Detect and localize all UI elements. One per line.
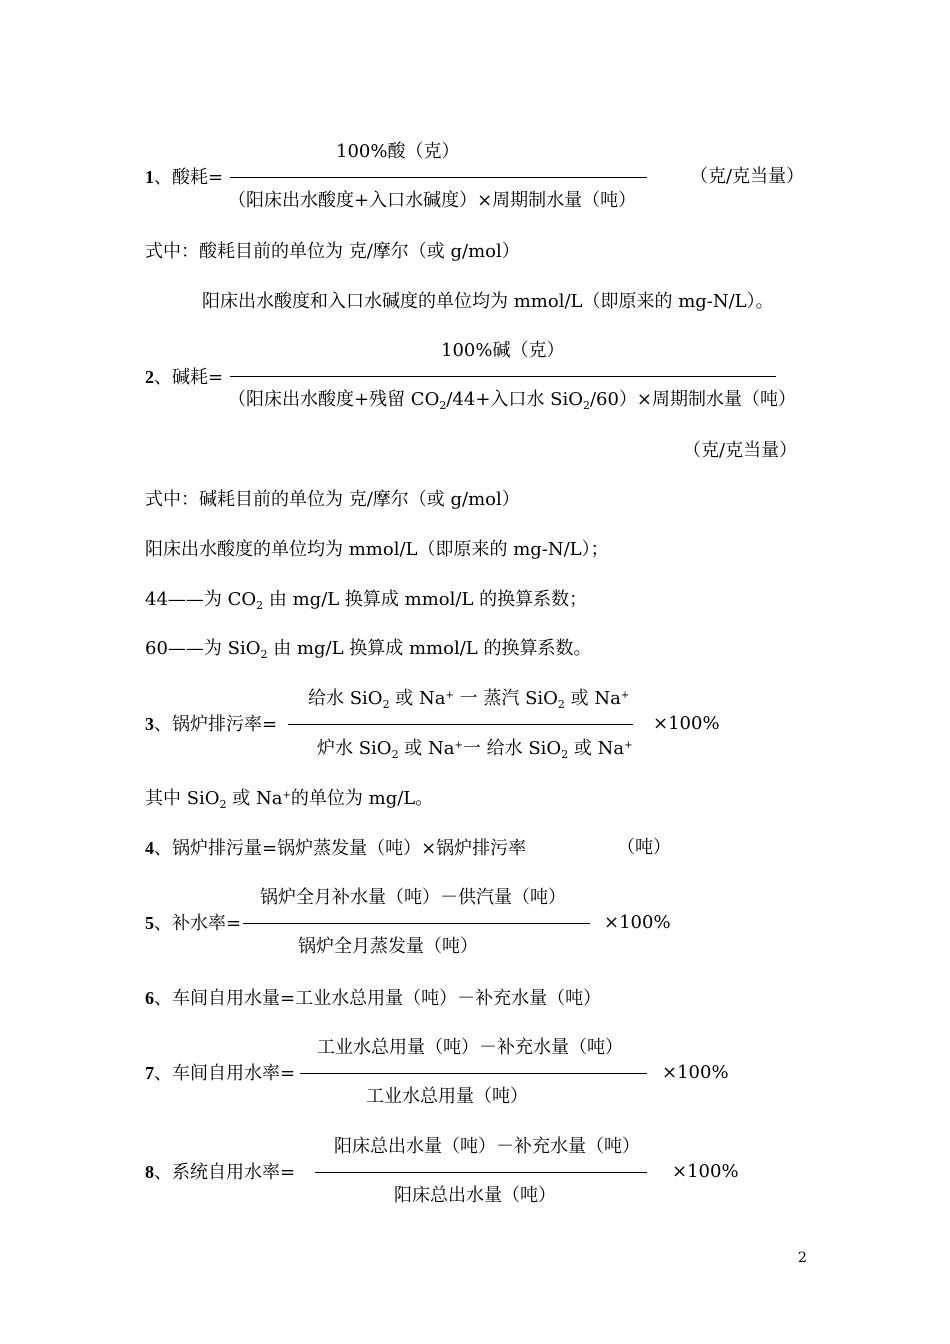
f3-den-sup-1: + [454,740,463,751]
f2-numerator: 100%碱（克） [441,340,565,361]
note1-line2: 阳床出水酸度和入口水碱度的单位均为 mmol/L（即原来的 mg-N/L）。 [202,291,774,312]
f5-number: 5 [145,913,154,933]
note1-line1: 式中：酸耗目前的单位为 克/摩尔（或 g/mol） [145,241,520,262]
f1-denominator: （阳床出水酸度+入口水碱度）×周期制水量（吨） [228,190,637,211]
f3-name: 、锅炉排污率= [154,714,278,735]
f5-name: 、补水率= [154,913,242,934]
f5-label [145,914,241,933]
note2-line3-a: 44——为 CO [145,589,257,610]
f7-factor: ×100% [662,1062,729,1083]
f7-denominator: 工业水总用量（吨） [366,1086,528,1107]
note2-line4 [145,638,592,661]
note2-line4-sub: 2 [260,648,268,661]
note2-line4-b: 由 mg/L 换算成 mmol/L 的换算系数。 [267,638,592,659]
note3-sup: + [282,790,291,801]
f8-numerator: 阳床总出水量（吨）－补充水量（吨） [334,1136,640,1157]
f3-den-c: 一 给水 SiO [462,738,562,759]
f3-num-sup-2: + [620,690,630,701]
f3-num-b: 或 Na [389,688,446,709]
f6-line [145,989,601,1008]
f3-num-sup-1: + [445,690,454,701]
f1-name: 、酸耗= [154,167,224,188]
f6-number: 6 [145,988,154,1008]
note2-line1: 式中：碱耗目前的单位为 克/摩尔（或 g/mol） [145,489,520,510]
note3-a: 其中 SiO [145,788,220,809]
note2-line3 [145,589,588,612]
f8-name: 、系统自用水率= [154,1162,296,1183]
f5-factor: ×100% [604,912,671,933]
note2-line4-a: 60——为 SiO [145,638,261,659]
f2-number: 2 [145,367,154,387]
note2-line3-b: 由 mg/L 换算成 mmol/L 的换算系数； [263,589,588,610]
f3-fraction-bar [288,724,633,725]
f1-number: 1 [145,167,154,187]
f2-name: 、碱耗= [154,367,224,388]
f1-unit: （克/克当量） [690,166,805,187]
f2-den-part-a: （阳床出水酸度+残留 CO [228,389,440,410]
f7-label [145,1064,295,1083]
f7-name: 、车间自用水率= [154,1063,296,1084]
f2-fraction-bar [230,376,776,377]
f7-number: 7 [145,1063,154,1083]
f1-fraction-bar [230,177,647,178]
f8-number: 8 [145,1162,154,1182]
f8-denominator: 阳床总出水量（吨） [394,1185,556,1206]
f2-label [145,368,223,387]
f7-fraction-bar [300,1073,647,1074]
f3-den-sub-2: 2 [561,748,569,761]
f1-numerator: 100%酸（克） [336,141,460,162]
f4-line [145,839,526,858]
f2-den-sub-2: 2 [582,399,590,412]
f5-fraction-bar [243,923,590,924]
note3-c: 的单位为 mg/L。 [290,788,434,809]
f8-fraction-bar [315,1172,647,1173]
f4-unit: （吨） [617,837,671,858]
f3-numerator [308,688,630,711]
f3-num-c: 一 蒸汽 SiO [453,688,558,709]
f3-den-sub-1: 2 [391,748,399,761]
f4-text: 、锅炉排污量=锅炉蒸发量（吨）×锅炉排污率 [154,838,527,859]
f3-den-a: 炉水 SiO [317,738,392,759]
f3-den-d: 或 Na [568,738,625,759]
f3-num-d: 或 Na [564,688,621,709]
f6-text: 、车间自用水量=工业水总用量（吨）－补充水量（吨） [154,988,602,1009]
f3-den-b: 或 Na [398,738,455,759]
f3-number: 3 [145,714,154,734]
f3-denominator [317,738,633,761]
f7-numerator: 工业水总用量（吨）－补充水量（吨） [317,1037,623,1058]
note2-line2: 阳床出水酸度的单位均为 mmol/L（即原来的 mg-N/L）； [145,539,609,560]
f3-num-sub-1: 2 [382,698,390,711]
note2-line3-sub: 2 [256,599,264,612]
f3-den-sup-2: + [624,740,633,751]
f3-num-sub-2: 2 [557,698,565,711]
f8-label [145,1163,295,1182]
f5-numerator: 锅炉全月补水量（吨）－供汽量（吨） [260,887,566,908]
f2-den-part-b: /44+入口水 SiO [446,389,583,410]
f2-unit: （克/克当量） [683,440,798,461]
f4-number: 4 [145,838,154,858]
f3-num-a: 给水 SiO [308,688,383,709]
f1-label [145,168,223,187]
f3-label [145,715,277,734]
note3-b: 或 Na [226,788,283,809]
f5-denominator: 锅炉全月蒸发量（吨） [298,936,478,957]
f8-factor: ×100% [672,1161,739,1182]
f2-denominator [228,389,797,412]
f3-factor: ×100% [653,713,720,734]
note3-line [145,788,434,811]
page-number: 2 [798,1250,807,1266]
f2-den-sub-1: 2 [439,399,447,412]
f2-den-part-c: /60）×周期制水量（吨） [589,389,797,410]
note3-sub: 2 [219,798,227,811]
